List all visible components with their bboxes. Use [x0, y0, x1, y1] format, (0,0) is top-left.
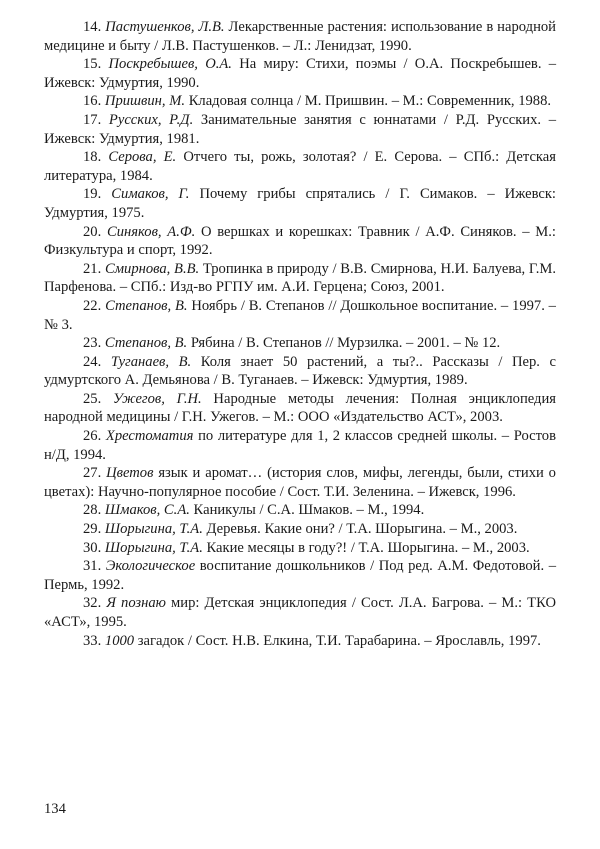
entry-author: Шорыгина, Т.А.	[104, 521, 203, 538]
entry-author: Экологическое	[105, 558, 196, 575]
entry-author: Смирнова, В.В.	[104, 260, 200, 277]
entry-details: Коля знает 50 растений, а ты?.. Рассказы / Пер. с удмуртского А. Демьянова / В. Туганаев. – Ижевск: Удмуртия, 1989.	[44, 353, 556, 389]
entry-author: Синяков, А.Ф.	[106, 223, 196, 240]
bibliography-entry	[44, 557, 556, 594]
bibliography-entry	[44, 223, 556, 260]
entry-author: Симаков, Г.	[111, 186, 190, 203]
entry-number: 18.	[83, 149, 102, 166]
entry-author: Русских, Р.Д.	[108, 111, 194, 128]
entry-author: Поскребышев, О.А.	[108, 56, 232, 73]
bibliography-entry	[44, 632, 556, 651]
entry-author: Степанов, В.	[104, 335, 188, 352]
bibliography-entry	[44, 18, 556, 55]
bibliography-entry	[44, 464, 556, 501]
bibliography-entry	[44, 353, 556, 390]
entry-details: Какие месяцы в году?! / Т.А. Шорыгина. – М., 2003.	[206, 539, 530, 556]
entry-number: 31.	[83, 558, 102, 575]
entry-details: Почему грибы спрятались / Г. Симаков. – Ижевск: Удмуртия, 1975.	[44, 186, 556, 221]
entry-author: Туганаев, В.	[110, 353, 192, 370]
entry-details: Рябина / В. Степанов // Мурзилка. – 2001. – № 12.	[190, 335, 501, 352]
entry-details: воспитание дошкольников / Под ред. А.М. Федотовой. – Пермь, 1992.	[44, 558, 556, 593]
page-number: 134	[44, 801, 66, 817]
entry-author: Ужегов, Г.Н.	[112, 390, 202, 407]
entry-number: 33.	[83, 632, 102, 649]
entry-number: 24.	[83, 353, 102, 370]
bibliography-entry	[44, 111, 556, 148]
entry-author: Я познаю	[106, 595, 166, 612]
entry-number: 15.	[83, 56, 102, 73]
bibliography-entry	[44, 520, 556, 539]
bibliography-entry	[44, 539, 556, 558]
entry-number: 29.	[83, 521, 102, 538]
entry-number: 22.	[83, 297, 102, 314]
entry-details: язык и аромат… (история слов, мифы, легенды, были, стихи о цветах): Научно-популярное пособие / Сост. Т.И. Зеленина. – Ижевск, 1996.	[44, 465, 556, 500]
entry-details: Деревья. Какие они? / Т.А. Шорыгина. – М., 2003.	[206, 521, 518, 538]
bibliography-entry	[44, 334, 556, 353]
bibliography-entry	[44, 185, 556, 222]
entry-author: Хрестоматия	[105, 428, 194, 445]
entry-details: Занимательные занятия с юннатами / Р.Д. Русских. – Ижевск: Удмуртия, 1981.	[44, 111, 556, 147]
entry-number: 20.	[83, 223, 102, 240]
bibliography-entry	[44, 390, 556, 427]
entry-number: 28.	[83, 502, 102, 519]
entry-number: 16.	[83, 93, 102, 110]
entry-details: Народные методы лечения: Полная энциклопедия народной медицины / Г.Н. Ужегов. – М.: ООО «Издательство АСТ», 2003.	[44, 390, 556, 426]
entry-details: О вершках и корешках: Травник / А.Ф. Синяков. – М.: Физкультура и спорт, 1992.	[44, 223, 556, 259]
entry-details: загадок / Сост. Н.В. Елкина, Т.И. Тарабарина. – Ярославль, 1997.	[137, 632, 541, 649]
bibliography-entry	[44, 501, 556, 520]
entry-number: 19.	[83, 186, 102, 203]
bibliography-entry	[44, 427, 556, 464]
entry-number: 27.	[83, 465, 102, 482]
entry-number: 14.	[83, 19, 102, 35]
bibliography-entry	[44, 55, 556, 92]
entry-author: Цветов	[106, 465, 154, 482]
entry-details: Лекарственные растения: использование в народной медицине и быту / Л.В. Пастушенков. – Л.: Ленидзат, 1990.	[44, 19, 556, 54]
entry-details: Ноябрь / В. Степанов // Дошкольное воспитание. – 1997. – № 3.	[44, 297, 556, 333]
entry-details: Каникулы / С.А. Шмаков. – М., 1994.	[193, 502, 425, 519]
entry-details: Отчего ты, рожь, золотая? / Е. Серова. – СПб.: Детская литература, 1984.	[44, 149, 556, 184]
entry-author: Серова, Е.	[108, 149, 177, 166]
entry-details: мир: Детская энциклопедия / Сост. Л.А. Багрова. – М.: ТКО «АСТ», 1995.	[44, 595, 556, 630]
bibliography-entry	[44, 594, 556, 631]
entry-author: Шорыгина, Т.А.	[104, 539, 203, 556]
entry-details: по литературе для 1, 2 классов средней школы. – Ростов н/Д, 1994.	[44, 428, 556, 463]
entry-author: Пастушенков, Л.В.	[105, 19, 225, 35]
bibliography-list	[44, 18, 556, 650]
entry-number: 17.	[83, 111, 102, 128]
entry-number: 25.	[83, 390, 102, 407]
entry-author: Шмаков, С.А.	[104, 502, 190, 519]
bibliography-entry	[44, 148, 556, 185]
entry-author: Пришвин, М.	[104, 93, 186, 110]
entry-details: На миру: Стихи, поэмы / О.А. Поскребышев. – Ижевск: Удмуртия, 1990.	[44, 56, 557, 91]
entry-number: 21.	[83, 260, 102, 277]
entry-number: 26.	[83, 428, 102, 445]
bibliography-entry	[44, 297, 556, 334]
bibliography-entry	[44, 260, 556, 297]
entry-number: 32.	[83, 595, 102, 612]
entry-number: 30.	[83, 539, 102, 556]
entry-details: Кладовая солнца / М. Пришвин. – М.: Современник, 1988.	[188, 93, 552, 110]
entry-number: 23.	[83, 335, 102, 352]
entry-author: 1000	[104, 632, 135, 649]
entry-details: Тропинка в природу / В.В. Смирнова, Н.И. Балуева, Г.М. Парфенова. – СПб.: Изд-во РГПУ им. А.И. Герцена; Союз, 2001.	[44, 260, 556, 296]
bibliography-entry	[44, 92, 556, 111]
entry-author: Степанов, В.	[105, 297, 188, 314]
